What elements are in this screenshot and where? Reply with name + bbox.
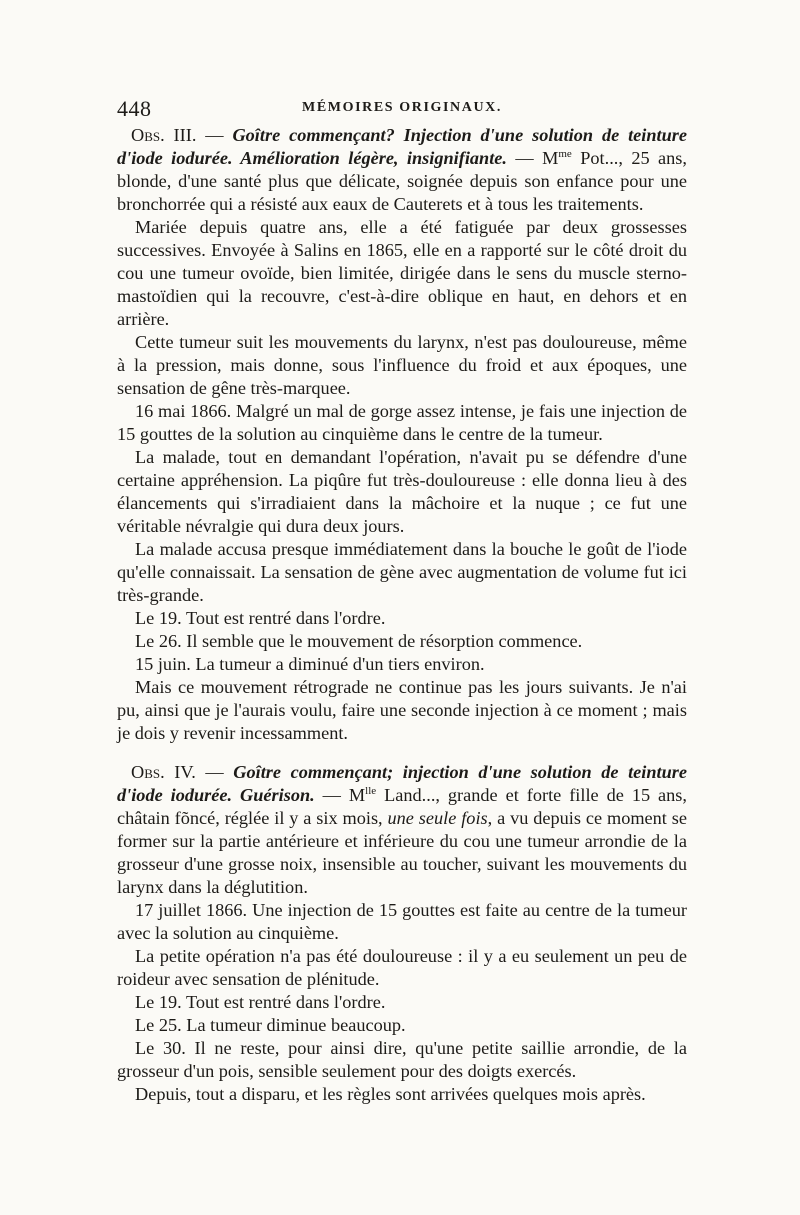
observation-4-title: Goître commençant; injection d'une solution de teinture d'iode iodurée. Guérison.	[117, 762, 687, 805]
page-header	[117, 96, 687, 126]
running-head: MÉMOIRES ORIGINAUX.	[302, 100, 502, 115]
observation-3-title: Goître commençant? Injection d'une solution de teinture d'iode iodurée. Amélioration légère, insignifiante.	[117, 125, 688, 168]
observation-3-paragraph: La malade, tout en demandant l'opération, n'avait pu se défendre d'une certaine appréhension. La piqûre fut très-douloureuse : elle donna lieu à des élancements qui s'irradiaient dans la mâchoire et la nuque ; ce fut une véritable névralgie qui dura deux jours.	[117, 447, 687, 536]
observation-3-patient-sup: me	[558, 147, 572, 160]
observation-4	[117, 761, 687, 1106]
observation-3-dash: —	[196, 125, 233, 145]
observation-3-patient-post: Pot..., 25 ans, blonde, d'une santé plus que délicate, soignée depuis son enfance pour une bronchorrée qui a résisté aux eaux de Cauterets et à tous les traitements.	[117, 148, 687, 214]
observation-3-patient-pre: — M	[507, 148, 559, 168]
observation-3-paragraph: 15 juin. La tumeur a diminué d'un tiers environ.	[135, 654, 485, 674]
observation-4-patient-pre: — M	[314, 785, 366, 805]
observation-4-paragraph: La petite opération n'a pas été douloureuse : il y a eu seulement un peu de roideur avec sensation de plénitude.	[117, 946, 687, 989]
observation-3-paragraph: Mariée depuis quatre ans, elle a été fatiguée par deux grossesses successives. Envoyée à Salins en 1865, elle en a rapporté sur le côté droit du cou une tumeur ovoïde, bien limitée, dirigée dans le sens du muscle sterno-mastoïdien qui la recouvre, c'est-à-dire oblique en haut, en dehors et en arrière.	[117, 217, 687, 329]
observation-4-intro	[117, 761, 687, 899]
observation-4-patient-post: , a vu depuis ce moment se former sur la partie antérieure et inférieure du cou une tumeur arrondie de la grosseur d'une grosse noix, insensible au toucher, suivant les mouvements du larynx dans la déglutition.	[117, 808, 687, 897]
body-text	[117, 124, 687, 1122]
observation-4-paragraph: Le 19. Tout est rentré dans l'ordre.	[135, 992, 386, 1012]
observation-4-dash: —	[195, 762, 234, 782]
observation-3-paragraph: Cette tumeur suit les mouvements du larynx, n'est pas douloureuse, même à la pression, mais donne, sous l'influence du froid et aux époques, une sensation de gêne très-marquee.	[117, 332, 687, 398]
observation-3-paragraph: La malade accusa presque immédiatement dans la bouche le goût de l'iode qu'elle connaissait. La sensation de gène avec augmentation de volume fut ici très-grande.	[117, 539, 687, 605]
observation-3	[117, 124, 687, 745]
page-number: 448	[117, 96, 152, 121]
observation-3-paragraph: Mais ce mouvement rétrograde ne continue pas les jours suivants. Je n'ai pu, ainsi que je l'aurais voulu, faire une seconde injection à ce moment ; mais je dois y revenir incessamment.	[117, 677, 687, 743]
observation-4-patient-sup: lle	[365, 784, 377, 797]
observation-3-paragraph: Le 26. Il semble que le mouvement de résorption commence.	[135, 631, 583, 651]
observation-4-patient-mid: Land..., grande et forte fille de 15 ans, châtain fõncé, réglée il y a six mois,	[117, 785, 687, 828]
observation-4-paragraph: Le 25. La tumeur diminue beaucoup.	[135, 1015, 406, 1035]
observation-3-paragraph: Le 19. Tout est rentré dans l'ordre.	[135, 608, 386, 628]
observation-3-paragraph: 16 mai 1866. Malgré un mal de gorge assez intense, je fais une injection de 15 gouttes de la solution au cinquième dans le centre de la tumeur.	[117, 401, 687, 444]
observation-4-paragraph: Depuis, tout a disparu, et les règles sont arrivées quelques mois après.	[135, 1084, 646, 1104]
observation-4-paragraph: 17 juillet 1866. Une injection de 15 gouttes est faite au centre de la tumeur avec la solution au cinquième.	[117, 900, 687, 943]
observation-4-lead: Obs. IV.	[131, 762, 196, 782]
observation-3-intro	[117, 124, 687, 216]
observation-4-paragraph: Le 30. Il ne reste, pour ainsi dire, qu'une petite saillie arrondie, de la grosseur d'un pois, sensible seulement pour des doigts exercés.	[117, 1038, 687, 1081]
observation-4-patient-italic: une seule fois	[387, 808, 488, 828]
observation-3-lead: Obs. III.	[131, 125, 197, 145]
